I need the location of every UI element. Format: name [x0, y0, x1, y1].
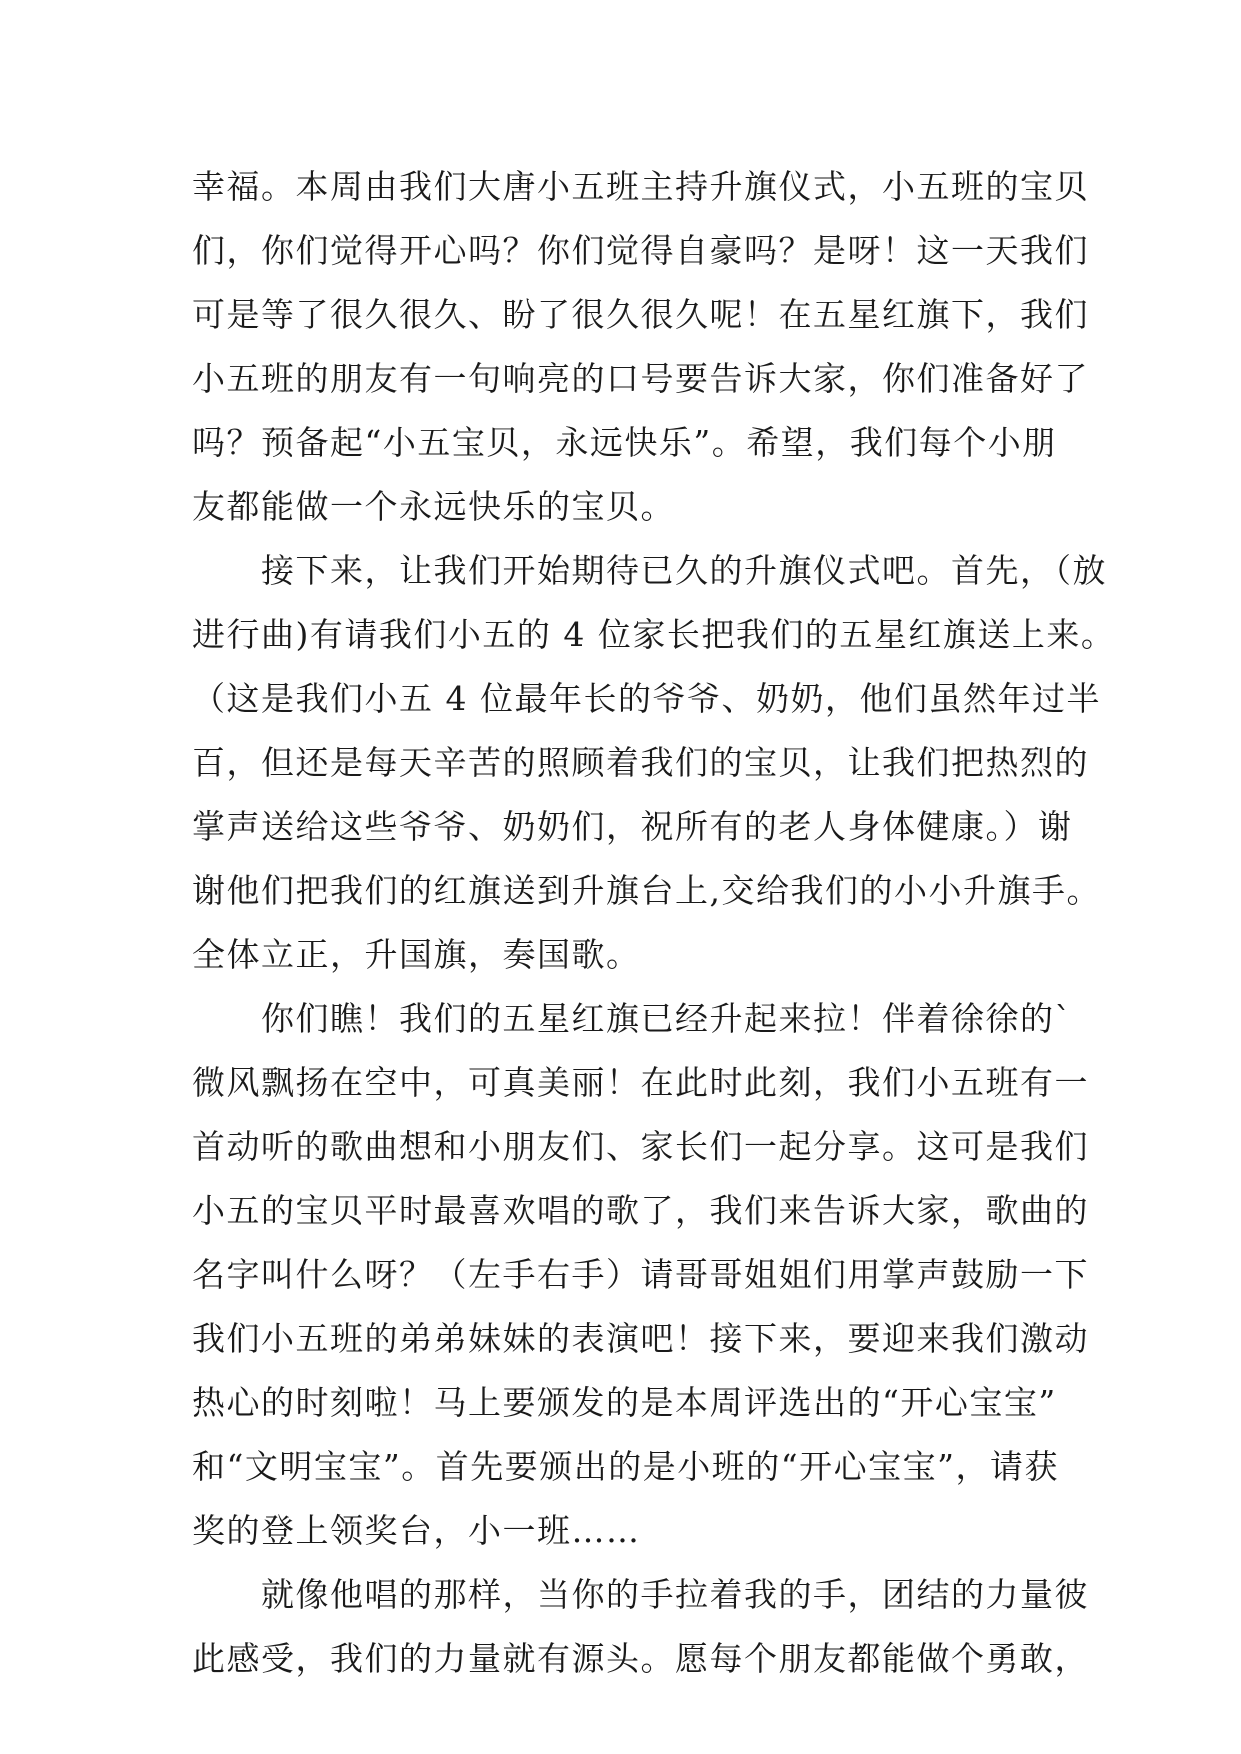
text-line: 我们小五班的弟弟妹妹的表演吧！接下来，要迎来我们激动 [192, 1319, 1089, 1358]
text-line: 可是等了很久很久、盼了很久很久呢！在五星红旗下，我们 [192, 295, 1089, 334]
text-line: 友都能做一个永远快乐的宝贝。 [192, 487, 675, 526]
document-body [192, 155, 1116, 1691]
text-line: 百，但还是每天辛苦的照顾着我们的宝贝，让我们把热烈的 [192, 743, 1089, 782]
text-line: 名字叫什么呀？（左手右手）请哥哥姐姐们用掌声鼓励一下 [192, 1255, 1089, 1294]
text-line: 就像他唱的那样，当你的手拉着我的手，团结的力量彼 [192, 1575, 1089, 1614]
text-line: 进行曲)有请我们小五的 4 位家长把我们的五星红旗送上来。 [192, 615, 1116, 654]
text-line: 奖的登上领奖台，小一班…… [192, 1511, 641, 1550]
text-line: 掌声送给这些爷爷、奶奶们，祝所有的老人身体健康。）谢 [192, 807, 1073, 846]
text-line: 吗？预备起“小五宝贝，永远快乐”。希望，我们每个小朋 [192, 423, 1057, 462]
text-line: 们，你们觉得开心吗？你们觉得自豪吗？是呀！这一天我们 [192, 231, 1089, 270]
text-line: 此感受，我们的力量就有源头。愿每个朋友都能做个勇敢， [192, 1639, 1089, 1678]
text-line: 热心的时刻啦！马上要颁发的是本周评选出的“开心宝宝” [192, 1383, 1057, 1422]
text-line: 接下来，让我们开始期待已久的升旗仪式吧。首先，（放 [192, 551, 1107, 590]
text-line: 谢他们把我们的红旗送到升旗台上,交给我们的小小升旗手。 [192, 871, 1101, 910]
text-line: 和“文明宝宝”。首先要颁出的是小班的“开心宝宝”，请获 [192, 1447, 1059, 1486]
text-line: 微风飘扬在空中，可真美丽！在此时此刻，我们小五班有一 [192, 1063, 1089, 1102]
text-line: 幸福。本周由我们大唐小五班主持升旗仪式，小五班的宝贝 [192, 167, 1089, 206]
text-line: 全体立正，升国旗，奏国歌。 [192, 935, 641, 974]
text-line: （这是我们小五 4 位最年长的爷爷、奶奶，他们虽然年过半 [192, 679, 1101, 718]
text-line: 首动听的歌曲想和小朋友们、家长们一起分享。这可是我们 [192, 1127, 1089, 1166]
text-line: 小五班的朋友有一句响亮的口号要告诉大家，你们准备好了 [192, 359, 1089, 398]
text-line: 小五的宝贝平时最喜欢唱的歌了，我们来告诉大家，歌曲的 [192, 1191, 1089, 1230]
text-line: 你们瞧！我们的五星红旗已经升起来拉！伴着徐徐的` [192, 999, 1073, 1038]
